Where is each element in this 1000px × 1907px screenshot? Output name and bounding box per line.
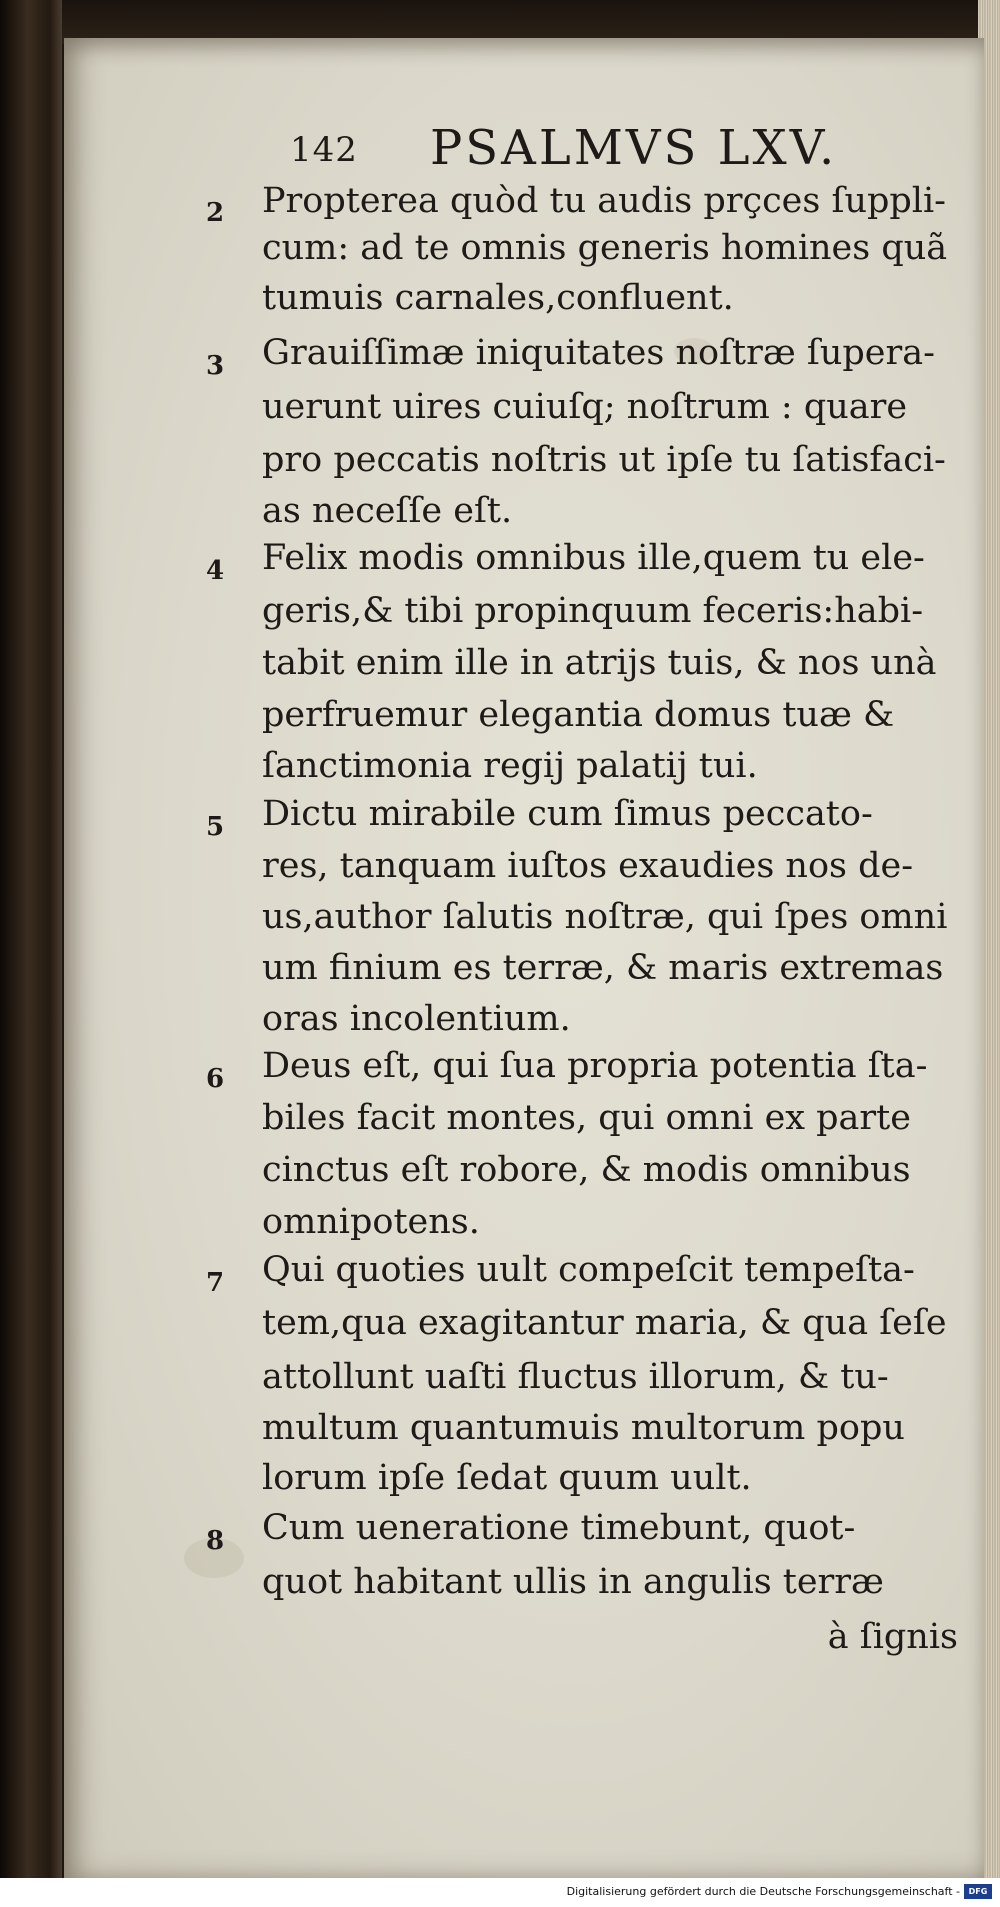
verse-number: 4 — [206, 556, 225, 586]
text-line: uerunt uires cuiuſq; noſtrum : quare — [262, 387, 908, 427]
text-line: attollunt uaſti fluctus illorum, & tu- — [262, 1357, 889, 1397]
text-line: Grauiſſimæ iniquitates noſtræ ſupera- — [262, 333, 935, 373]
verse-number: 3 — [206, 351, 225, 381]
text-line: multum quantumuis multorum popu — [262, 1408, 905, 1448]
page-title: PSALMVS LXV. — [430, 120, 838, 176]
verse-number: 8 — [206, 1526, 225, 1556]
text-line: tumuis carnales,confluent. — [262, 278, 734, 318]
text-line: Felix modis omnibus ille,quem tu ele- — [262, 538, 925, 578]
text-line: as neceſſe eſt. — [262, 491, 513, 531]
text-line: omnipotens. — [262, 1202, 480, 1242]
text-line: quot habitant ullis in angulis terræ — [262, 1562, 884, 1602]
text-line: cinctus eſt robore, & modis omnibus — [262, 1150, 911, 1190]
dfg-logo: DFG — [964, 1884, 992, 1899]
text-line: Cum ueneratione timebunt, quot- — [262, 1508, 856, 1548]
text-line: Deus eſt, qui ſua propria potentia ſta- — [262, 1046, 928, 1086]
text-line: ſanctimonia regij palatij tui. — [262, 746, 758, 786]
text-line: tabit enim ille in atrijs tuis, & nos unà — [262, 643, 937, 683]
text-line: tem,qua exagitantur maria, & qua ſeſe — [262, 1303, 947, 1343]
text-line: Qui quoties uult compeſcit tempeſta- — [262, 1250, 915, 1290]
page-number: 142 — [290, 130, 358, 170]
text-line: perfruemur elegantia domus tuæ & — [262, 695, 895, 735]
text-line: res, tanquam iuſtos exaudies nos de- — [262, 846, 914, 886]
verse-number: 2 — [206, 198, 225, 228]
verse-number: 7 — [206, 1268, 225, 1298]
text-line: lorum ipſe ſedat quum uult. — [262, 1458, 752, 1498]
text-line: geris,& tibi propinquum feceris:habi- — [262, 591, 924, 631]
verse-number: 6 — [206, 1064, 225, 1094]
text-line: oras incolentium. — [262, 999, 571, 1039]
text-line: us,author ſalutis noſtræ, qui ſpes omni — [262, 897, 948, 937]
text-line: biles facit montes, qui omni ex parte — [262, 1098, 911, 1138]
book-spine — [0, 0, 62, 1907]
text-line: um finium es terræ, & maris extremas — [262, 948, 944, 988]
text-line: cum: ad te omnis generis homines quã — [262, 228, 948, 268]
catchword: à ſignis — [827, 1617, 958, 1657]
verse-number: 5 — [206, 812, 225, 842]
text-line: pro peccatis noſtris ut ipſe tu ſatisfaci- — [262, 440, 946, 480]
text-line: Dictu mirabile cum ſimus peccato- — [262, 794, 873, 834]
digitization-footer — [0, 1878, 1000, 1907]
text-line: Propterea quòd tu audis prçces ſuppli- — [262, 181, 947, 221]
funding-notice: Digitalisierung gefördert durch die Deutsche Forschungsgemeinschaft - — [566, 1885, 960, 1898]
